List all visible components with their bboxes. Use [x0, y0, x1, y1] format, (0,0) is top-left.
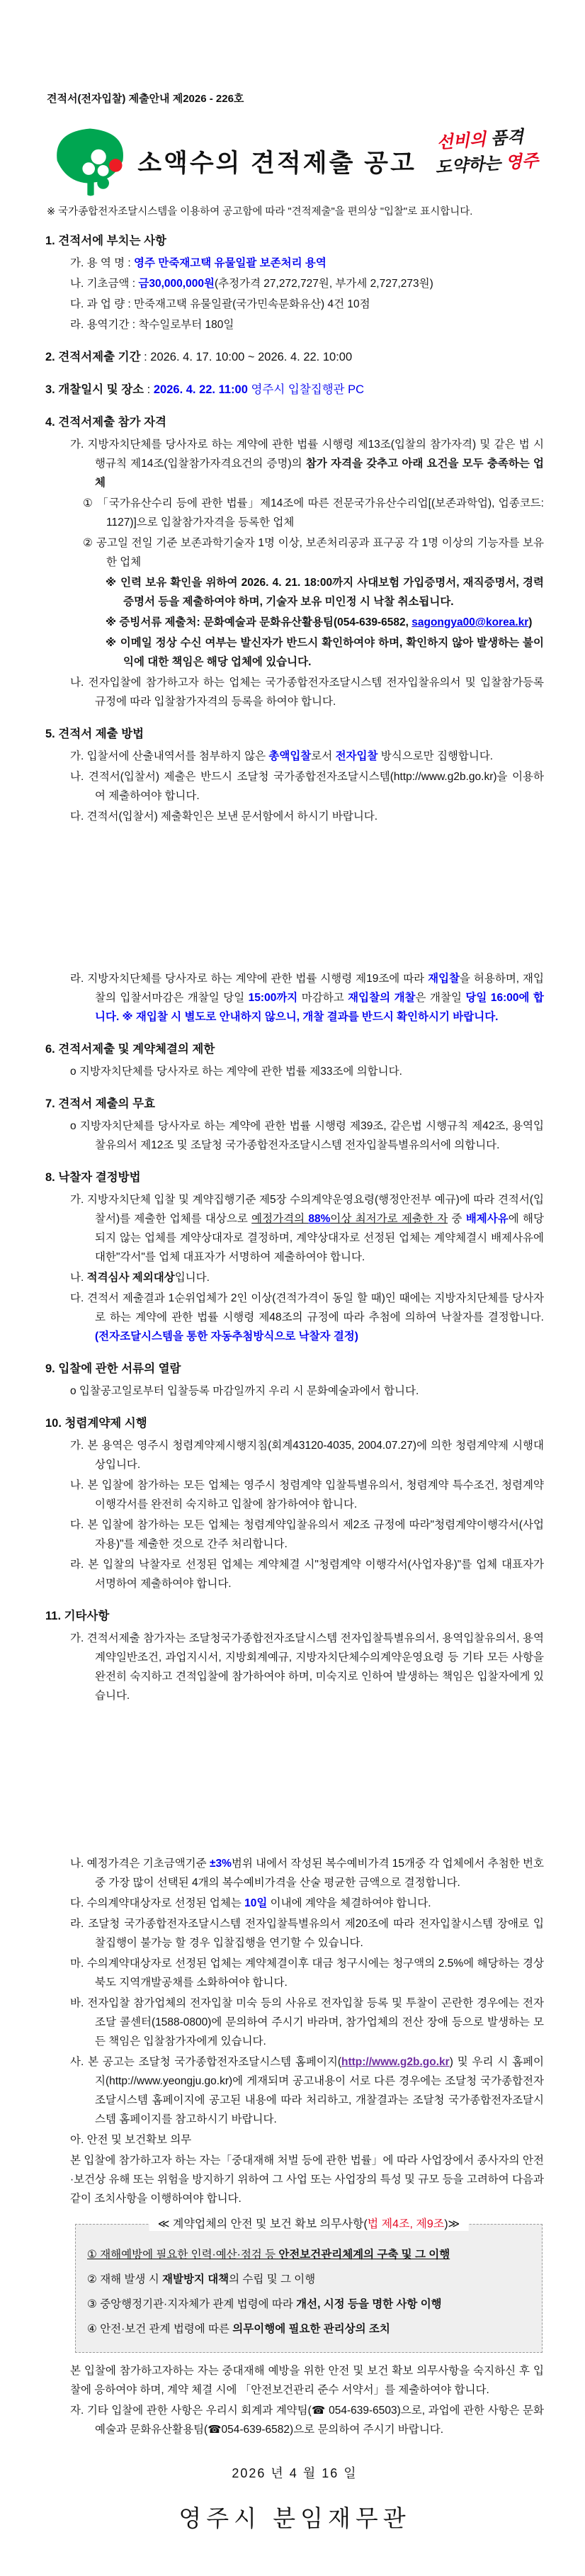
- text-run: ④ 안전·보건 관계 법령에 따른: [87, 2323, 233, 2335]
- text-run: : 2026. 4. 17. 10:00 ~ 2026. 4. 22. 10:00: [140, 351, 353, 363]
- paragraph: [45, 1555, 544, 1593]
- text-run: ≪ 계약업체의 안전 및 보건 확보 의무사항(: [157, 2218, 368, 2230]
- text-run: 전자입찰: [335, 750, 378, 762]
- paragraph: [45, 2052, 544, 2129]
- paragraph: [45, 1914, 544, 1953]
- text-run: 가. 지방자치단체를 당사자로 하는 계약에 관한 법률 시행령 제13조(입찰의 참가자격) 및 같은 법 시행규칙 제14조(입찰참가자격요건의 증명)의: [70, 439, 544, 470]
- city-slogan: [416, 120, 546, 182]
- section: [45, 1607, 544, 2439]
- section: [45, 1360, 544, 1401]
- masthead: [45, 124, 544, 196]
- text-run: 영주 만죽재고택 유물일괄 보존처리 용역: [134, 257, 326, 269]
- text-run: 가. 견적서제출 참가자는 조달청국가종합전자조달시스템 전자입찰특별유의서, 용역입찰유의서, 용역계약일반조건, 과업지시서, 지방회계예규, 지방자치단체수의계약운영요령 등 기타 모든 사항을 완전히 숙지하고 견적입찰에 참가하여야 하며, 미숙지로 인하여 발생하는 책임은 입찰자에게 있습니다.: [70, 1632, 544, 1702]
- text-run: 나. 전자입찰에 참가하고자 하는 업체는 국가종합전자조달시스템 전자입찰유의서 및 입찰참가등록 규정에 따라 입찰참가자격의 등록을 하여야 합니다.: [70, 677, 544, 708]
- paragraph: [45, 1289, 544, 1346]
- text-run: 법 제4조, 제9조: [367, 2218, 445, 2230]
- text-run: 방식으로만 집행합니다.: [377, 750, 494, 762]
- section-heading: [45, 1360, 544, 1379]
- section-heading: [45, 413, 544, 432]
- page-title: 소액수의 견적제출 공고: [137, 149, 416, 177]
- text-run: 의 수립 및 그 이행: [229, 2273, 316, 2286]
- paragraph: [45, 295, 544, 314]
- text-run: 배제사유: [465, 1213, 509, 1225]
- text-run: 도약하는: [434, 153, 506, 178]
- link[interactable]: sagongya00@korea.kr: [411, 616, 529, 628]
- text-run: 6. 견적서제출 및 계약체결의 제한: [45, 1043, 215, 1056]
- section-heading: [45, 1168, 544, 1187]
- text-run: ① 재해예방에 필요한 인력·예산·점검 등: [87, 2249, 279, 2261]
- text-run: 아. 안전 및 보건확보 의무: [70, 2134, 192, 2146]
- section: [45, 380, 544, 400]
- text-run: 금30,000,000원: [138, 278, 215, 290]
- text-run: 가. 입찰서에 산출내역서를 첨부하지 않은: [70, 750, 269, 762]
- paragraph: [45, 2130, 544, 2150]
- section: [45, 232, 544, 334]
- paragraph: [45, 1994, 544, 2051]
- paragraph: [45, 1954, 544, 1992]
- text-run: 이상 최저가로 제출한 자: [330, 1213, 448, 1225]
- paragraph: [45, 1436, 544, 1474]
- section: [45, 1168, 544, 1346]
- text-run: 개선, 시정 등을 명한 사항 이행: [296, 2298, 442, 2310]
- issuer-title: 영주시 분임재무관: [178, 2505, 411, 2531]
- paragraph: [45, 315, 544, 334]
- paragraph: [45, 747, 544, 766]
- text-run: 영주: [504, 151, 539, 173]
- text-run: ※ 이메일 정상 수신 여부는 발신자가 반드시 확인하여야 하며, 확인하지 않아 발생하는 불이익에 대한 책임은 해당 업체에 있습니다.: [106, 637, 544, 668]
- paragraph: [45, 2151, 544, 2208]
- text-run: ): [528, 616, 533, 628]
- paragraph: [45, 1268, 544, 1287]
- paragraph: [45, 1854, 544, 1892]
- section: [45, 725, 544, 1027]
- section: [45, 1414, 544, 1593]
- text-run: 로서: [311, 750, 336, 762]
- paragraph: [45, 274, 544, 293]
- text-run: ③ 중앙행정기관·지자체가 관계 법령에 따라: [87, 2298, 297, 2310]
- text-run: 7. 견적서 제출의 무효: [45, 1097, 156, 1110]
- text-run: 2. 견적서제출 기간: [45, 351, 141, 363]
- text-run: 라. 조달청 국가종합전자조달시스템 전자입찰특별유의서 제20조에 따라 전자입찰시스템 장애로 입찰집행이 불가능 할 경우 입찰집행을 연기할 수 있습니다.: [70, 1918, 544, 1949]
- text-run: ① 「국가유산수리 등에 관한 법률」제14조에 따른 전문국가유산수리업[(보존과학업), 업종코드: 1127)]으로 입찰참가자격을 등록한 업체: [83, 497, 544, 529]
- text-run: 1. 견적서에 부치는 사항: [45, 235, 166, 247]
- text-run: 가. 지방자치단체 입찰 및 계약집행기준 제5장 수의계약운영요령(행정안전부 예규)에 따라 견적서(입찰서)를 제출한 업체를 대상으로: [70, 1194, 544, 1225]
- section: [45, 1040, 544, 1081]
- text-run: 의무이행에 필요한 관리상의 조치: [232, 2323, 390, 2335]
- text-run: 다. 견적서(입찰서) 제출확인은 보낸 문서함에서 하시기 바랍니다.: [70, 810, 378, 823]
- text-run: 예정가격의: [251, 1213, 309, 1225]
- paragraph: [45, 1894, 544, 1913]
- text-run: 범위 내에서 작성된 복수예비가격 15개중 각 업체에서 추첨한 번호 중 가장 많이 선택된 4개의 복수예비가격을 산술 평균한 금액으로 결정합니다.: [95, 1858, 544, 1889]
- text-run: 8. 낙찰자 결정방법: [45, 1171, 141, 1184]
- text-run: 사. 본 공고는 조달청 국가종합전자조달시스템 홈페이지(: [70, 2056, 341, 2068]
- section-heading: [45, 348, 544, 367]
- text-run: ② 공고일 전일 기준 보존과학기술자 1명 이상, 보존처리공과 표구공 각 1명 이상의 기능자를 보유한 업체: [83, 537, 544, 568]
- box-item: [87, 2293, 530, 2316]
- box-item: [87, 2243, 530, 2266]
- text-run: 입니다.: [174, 1272, 210, 1284]
- paragraph: [45, 1382, 544, 1401]
- text-run: 4. 견적서제출 참가 자격: [45, 416, 166, 429]
- text-run: 다. 견적서 제출결과 1순위업체가 2인 이상(견적가격이 동일 할 때)인 때에는 지방자치단체를 당사자로 하는 계약에 관한 법률 시행령 제48조의 규정에 따라 추첨에 의하여 낙찰자를 결정합니다.: [70, 1292, 544, 1323]
- text-run: 영주시 입찰집행관 PC: [251, 383, 365, 396]
- text-run: 재발방지 대책: [162, 2273, 229, 2286]
- paragraph: [45, 494, 544, 532]
- text-run: 가. 용 역 명 :: [70, 257, 135, 269]
- text-run: 나. 견적서(입찰서) 제출은 반드시 조달청 국가종합전자조달시스템(http://www.g2b.go.kr)을 이용하여 제출하여야 합니다.: [70, 771, 544, 802]
- text-run: o 지방자치단체를 당사자로 하는 계약에 관한 법률 시행령 제39조, 같은법 시행규칙 제42조, 용역입찰유의서 제12조 및 조달청 국가종합전자조달시스템 전자입찰특별유의서에 의합니다.: [70, 1120, 544, 1151]
- paragraph: [45, 1117, 544, 1155]
- text-run: 2026. 4. 22. 11:00: [153, 383, 248, 396]
- section-heading: [45, 1414, 544, 1433]
- paragraph: [45, 1629, 544, 1705]
- box-item: [87, 2268, 530, 2291]
- link[interactable]: http://www.g2b.go.kr: [341, 2056, 450, 2068]
- sections-container: [45, 232, 544, 2439]
- paragraph: [45, 2361, 544, 2400]
- paragraph: [45, 573, 544, 611]
- paragraph: [45, 533, 544, 572]
- section-heading: [45, 380, 544, 400]
- text-run: 총액입찰: [268, 750, 312, 762]
- text-run: ※ 증빙서류 제출처: 문화예술과 문화유산활용팀(054-639-6582,: [106, 616, 412, 628]
- text-run: 본 입찰에 참가하고자하는 자는 중대재해 예방을 위한 안전 및 보건 확보 의무사항을 숙지하신 후 입찰에 응하여야 하며, 계약 체결 시에 「안전보건관리 준수 서약서」를 제출하여야 합니다.: [70, 2365, 544, 2396]
- text-run: 을 허용하며, 재입찰의 입찰서마감은 개찰일 당일: [95, 973, 544, 1004]
- section: [45, 348, 544, 367]
- text-run: 중: [448, 1213, 466, 1225]
- text-run: 라. 지방자치단체를 당사자로 하는 계약에 관한 법률 시행령 제19조에 따라: [70, 973, 428, 985]
- text-run: 9. 입찰에 관한 서류의 열람: [45, 1362, 181, 1375]
- text-run: 품격: [489, 127, 525, 149]
- text-run: 11. 기타사항: [45, 1610, 110, 1622]
- text-run: 에 해당되지 않는 업체를 계약상대자로 결정하며, 계약상대자로 선정된 업체는 계약체결시 배제사유에 대한"각서"를 업체 대표자가 서명하여 제출하여야 합니다.: [95, 1213, 544, 1263]
- text-run: 15:00까지: [248, 992, 298, 1004]
- box-item: [87, 2317, 530, 2341]
- page-break-gap: [45, 1707, 544, 1853]
- text-run: ② 재해 발생 시: [87, 2273, 162, 2286]
- announcement-date: 2026 년 4 월 16 일: [232, 2466, 358, 2480]
- paragraph: [45, 435, 544, 492]
- text-run: 이내에 계약을 체결하여야 합니다.: [267, 1897, 431, 1909]
- text-run: 3. 개찰일시 및 장소: [45, 383, 144, 396]
- paragraph: [45, 1515, 544, 1554]
- text-run: 참가 자격을 갖추고 아래 요건을 모두 충족하는 업체: [95, 458, 545, 489]
- text-run: 재입찰: [428, 973, 460, 985]
- text-run: (전자조달시스템을 통한 자동추첨방식으로 낙찰자 결정): [95, 1331, 358, 1343]
- paragraph: [45, 633, 544, 672]
- text-run: 나. 기초금액 :: [70, 278, 139, 290]
- text-run: ) 및 우리 시 홈페이지(http://www.yeongju.go.kr)에 게재되며 공고내용이 서로 다른 경우에는 조달청 국가종합전자조달시스템 홈페이지에 공고된 내용에 따라 처리하고, 개찰결과는 조달청 국가종합전자조달시스템 홈페이지를 참고하시기 바랍니다.: [95, 2056, 544, 2125]
- text-run: 라. 본 입찰의 낙찰자로 선정된 업체는 계약체결 시"청렴계약 이행각서(사업자용)"를 업체 대표자가 서명하여 제출하여야 합니다.: [70, 1559, 544, 1590]
- paragraph: [45, 254, 544, 273]
- usage-notice: ※ 국가종합전자조달시스템을 이용하여 공고함에 따라 "견적제출"을 편의상 "입찰"로 표시합니다.: [47, 206, 473, 218]
- text-run: 나. 예정가격은 기초금액기준: [70, 1858, 210, 1870]
- text-run: 바. 전자입찰 참가업체의 전자입찰 미숙 등의 사유로 전자입찰 등록 및 투찰이 곤란한 경우에는 전자조달 콜센터(1588-0800)에 문의하여 주시기 바라며, 참가업체의 전산 장애 등으로 발생하는 모든 책임은 입찰참가자에게 있습니다.: [70, 1997, 544, 2047]
- text-run: 5. 견적서 제출 방법: [45, 728, 144, 740]
- text-run: ※ 인력 보유 확인을 위하여 2026. 4. 21. 18:00까지 사대보험 가입증명서, 재직증명서, 경력증명서 등을 제출하여야 하며, 기술자 보유 미인정 시 낙찰 취소됩니다.: [106, 577, 544, 608]
- paragraph: [45, 807, 544, 826]
- section-heading: [45, 1040, 544, 1059]
- paragraph: [45, 1476, 544, 1514]
- section-heading: [45, 725, 544, 744]
- text-run: 다. 수의계약대상자로 선정된 업체는: [70, 1897, 245, 1909]
- text-run: (추정가격 27,272,727원, 부가세 2,727,273원): [214, 278, 433, 290]
- text-run: 마. 수의계약대상자로 선정된 업체는 계약체결이후 대금 청구시에는 청구액의 2.5%에 해당하는 경상북도 지역개발공채를 소화하여야 합니다.: [70, 1958, 544, 1989]
- paragraph: [45, 1062, 544, 1081]
- text-run: 선비의: [436, 130, 492, 153]
- text-run: 재입찰의 개찰: [348, 992, 416, 1004]
- paragraph: [45, 1190, 544, 1267]
- text-run: o 지방자치단체를 당사자로 하는 계약에 관한 법률 제33조에 의합니다.: [70, 1066, 402, 1078]
- section: [45, 1095, 544, 1155]
- text-run: 가. 본 용역은 영주시 청렴계약제시행지침(회계43120-4035, 2004.07.27)에 의한 청렴계약제 시행대상입니다.: [70, 1440, 544, 1471]
- page-break-gap: [45, 827, 544, 968]
- document-number: 견적서(전자입찰) 제출안내 제2026 - 226호: [47, 93, 244, 105]
- text-run: 88%: [308, 1213, 331, 1225]
- text-run: 라. 용역기간 : 착수일로부터 180일: [70, 319, 234, 331]
- box-title: [149, 2215, 469, 2231]
- section-heading: [45, 232, 544, 251]
- text-run: 자. 기타 입찰에 관한 사항은 우리시 회계과 계약팀(☎ 054-639-6503)으로, 과업에 관한 사항은 문화예술과 문화유산활용팀(☎054-639-6582)으로 문의하여 주시기 바랍니다.: [70, 2405, 544, 2436]
- paragraph: [45, 673, 544, 711]
- text-run: 본 입찰에 참가하고자 하는 자는「중대재해 처벌 등에 관한 법률」에 따라 사업장에서 종사자의 안전·보건상 유해 또는 위험을 방지하기 위하여 그 사업 또는 사업장의 특성 및 규모 등을 고려하여 다음과 같이 조치사항을 이행하여야 합니다.: [70, 2154, 544, 2205]
- text-run: 다. 과 업 량 : 만죽재고택 유물일괄(국가민속문화유산) 4건 10점: [70, 298, 370, 310]
- section-heading: [45, 1095, 544, 1114]
- paragraph: [45, 767, 544, 806]
- text-run: o 입찰공고일로부터 입찰등록 마감일까지 우리 시 문화예술과에서 합니다.: [70, 1385, 419, 1397]
- text-run: )≫: [444, 2218, 460, 2230]
- text-run: 나. 본 입찰에 참가하는 모든 업체는 영주시 청렴계약 입찰특별유의서, 청렴계약 특수조건, 청렴계약 이행각서를 완전히 숙지하고 입찰에 참가하여야 합니다.: [70, 1479, 544, 1510]
- text-run: 나.: [70, 1272, 87, 1284]
- text-run: 은 개찰일: [415, 992, 466, 1004]
- text-run: 다. 본 입찰에 참가하는 모든 업체는 청렴계약입찰유의서 제2조 규정에 따라"청렴계약이행각서(사업자용)"를 제출한 것으로 간주 처리합니다.: [70, 1519, 544, 1550]
- text-run: 10일: [244, 1897, 268, 1909]
- section: [45, 413, 544, 711]
- safety-obligation-box: [75, 2218, 543, 2353]
- text-run: ±3%: [209, 1858, 232, 1870]
- section-heading: [45, 1607, 544, 1626]
- text-run: :: [144, 383, 154, 396]
- text-run: 안전보건관리체계의 구축 및 그 이행: [278, 2249, 450, 2261]
- text-run: 당일 16:00에 합니다. ※ 재입찰 시 별도로 안내하지 않으니, 개찰 결과를 반드시 확인하시기 바랍니다.: [95, 992, 544, 1023]
- text-run: 10. 청렴계약제 시행: [45, 1417, 147, 1430]
- text-run: 적격심사 제외대상: [86, 1272, 175, 1284]
- paragraph: [45, 969, 544, 1027]
- yeongju-city-logo-icon: [45, 124, 136, 196]
- text-run: 마감하고: [297, 992, 348, 1004]
- paragraph: [45, 613, 544, 632]
- paragraph: [45, 2401, 544, 2439]
